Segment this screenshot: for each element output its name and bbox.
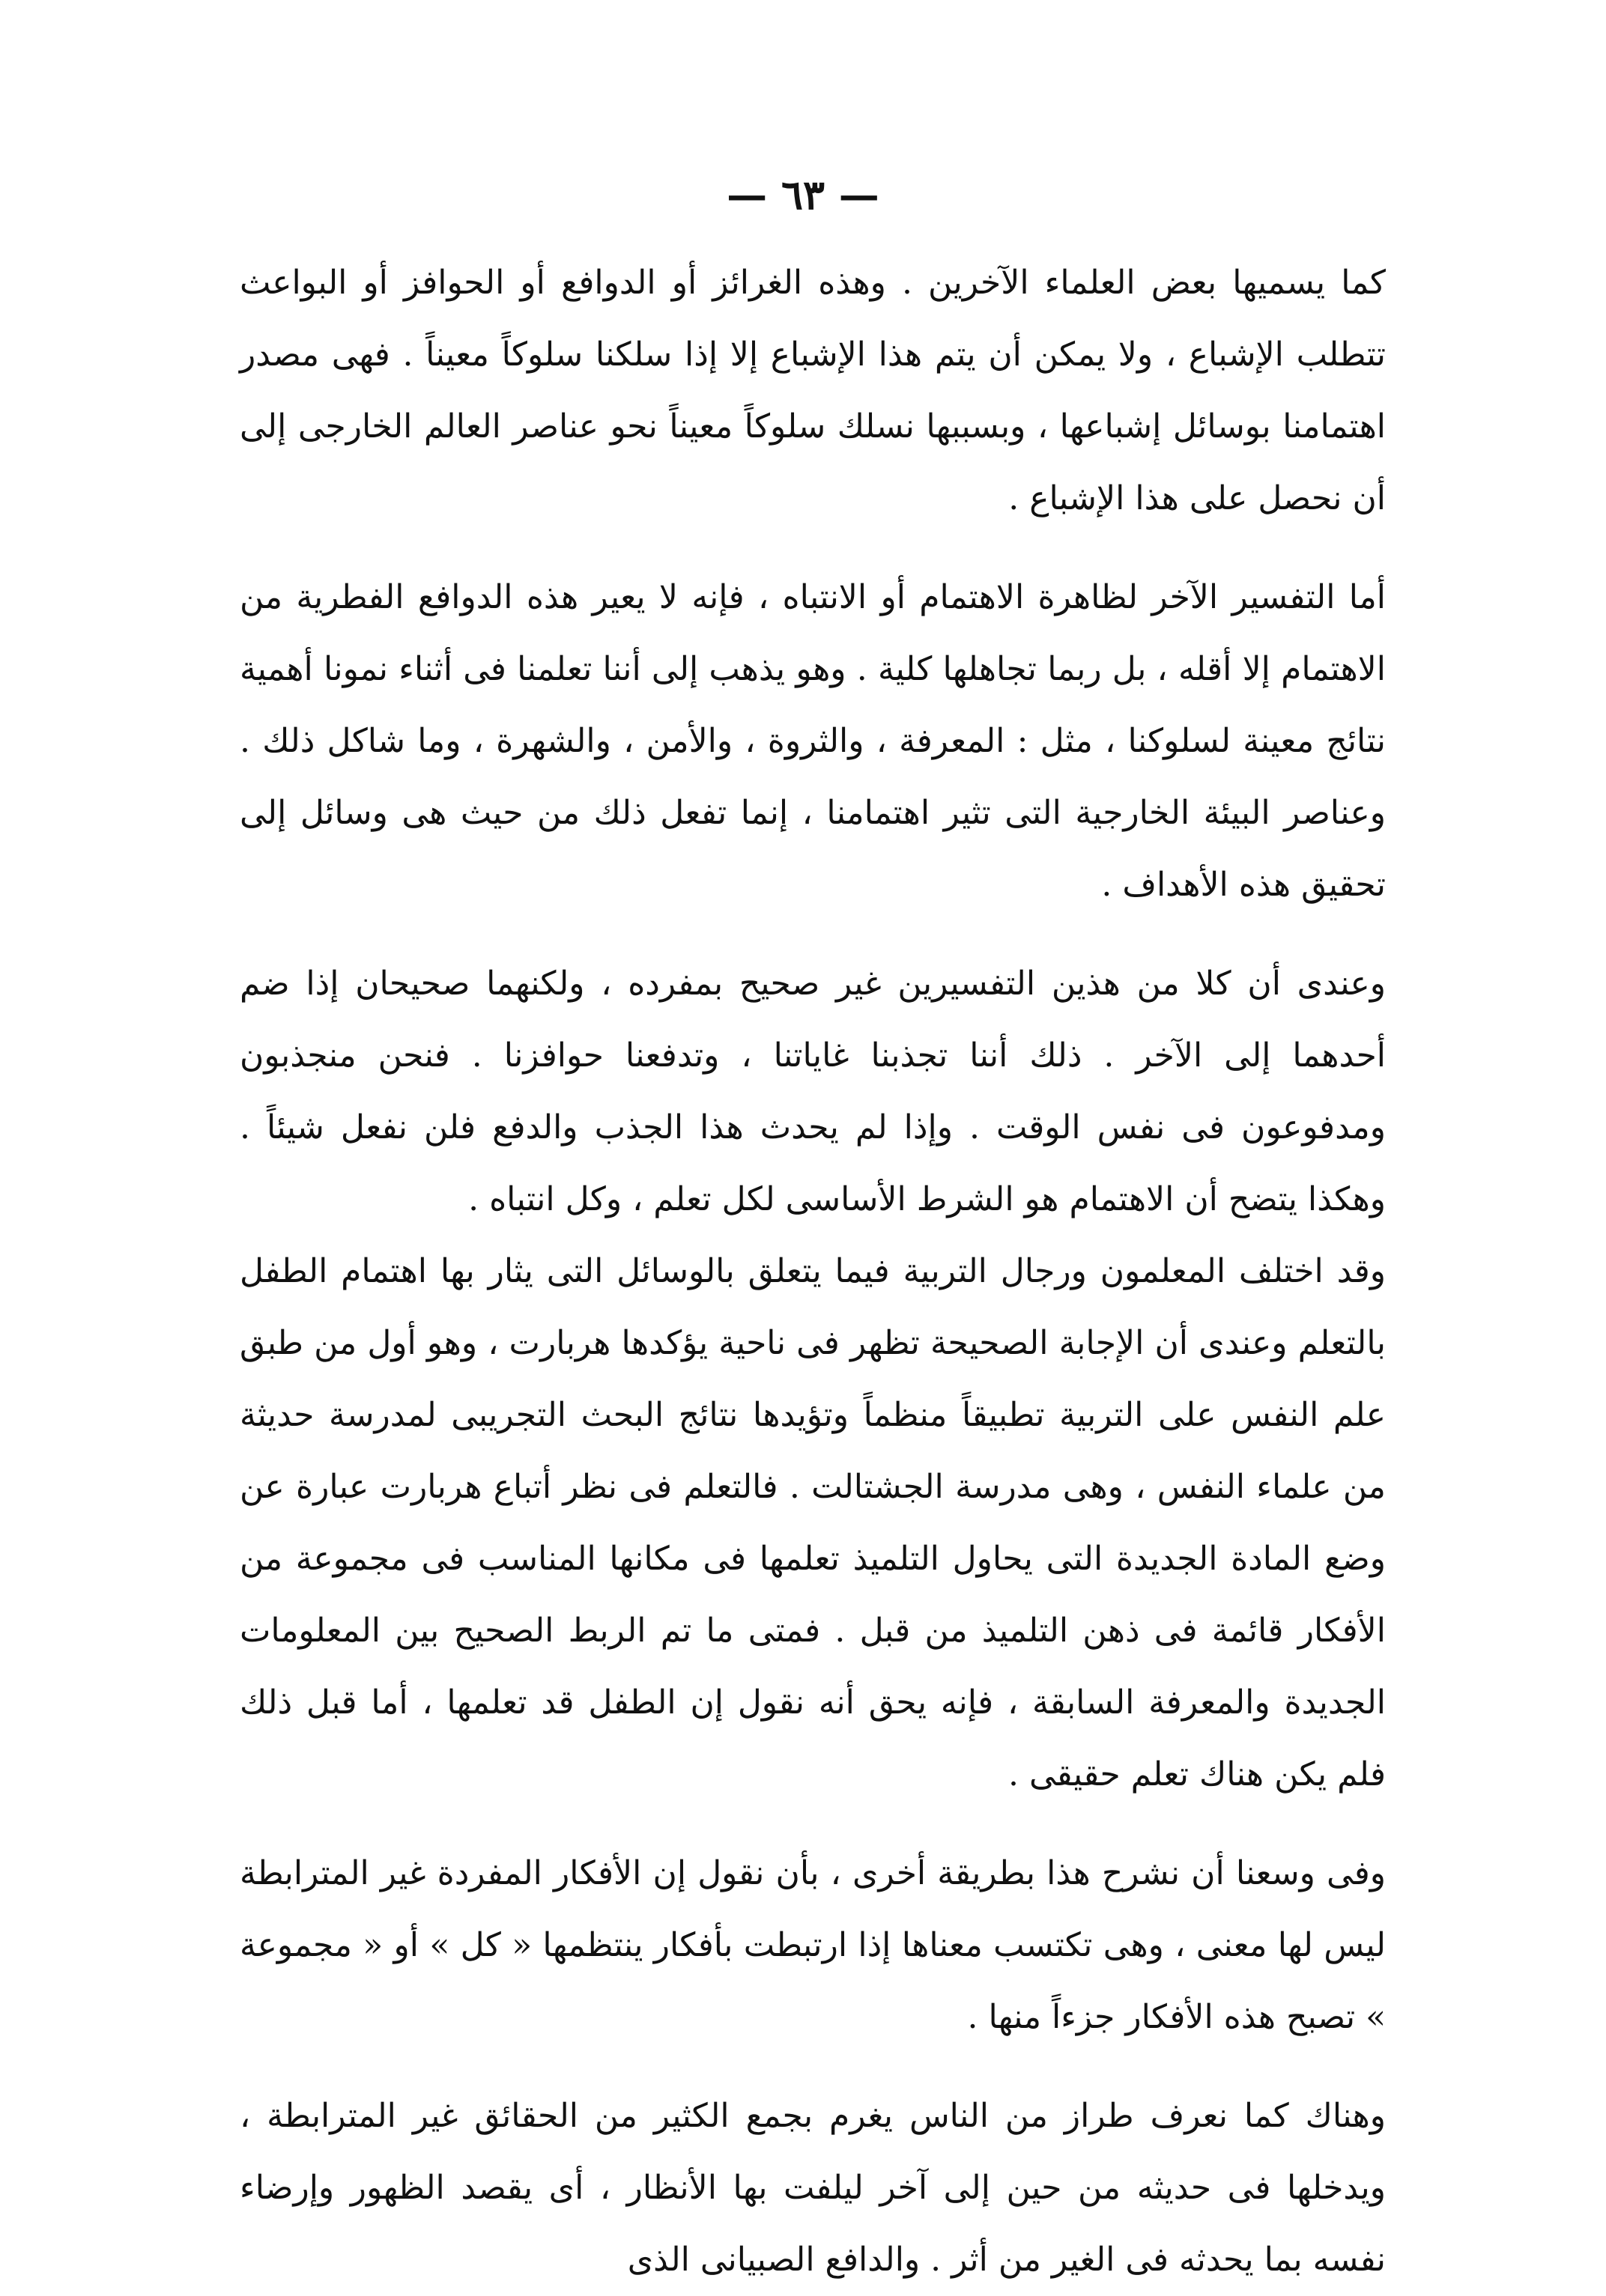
body-text (240, 247, 1386, 2296)
paragraph-6: وهناك كما نعرف طراز من الناس يغرم بجمع الكثير من الحقائق غير المترابطة ، ويدخلها فى حديثه من حين إلى آخر ليلفت بها الأنظار ، أى يقصد الظهور وإرضاء نفسه بما يحدثه فى الغير من أثر . والدافع الصبيانى الذى (240, 2097, 1386, 2279)
paragraph-1: كما يسميها بعض العلماء الآخرين . وهذه الغرائز أو الدوافع أو الحوافز أو البواعث تتطلب الإشباع ، ولا يمكن أن يتم هذا الإشباع إلا إذا سلكنا سلوكاً معيناً . فهى مصدر اهتمامنا بوسائل إشباعها ، وبسببها نسلك سلوكاً معيناً نحو عناصر العالم الخارجى إلى أن نحصل على هذا الإشباع . (240, 264, 1386, 517)
paragraph-4: وقد اختلف المعلمون ورجال التربية فيما يتعلق بالوسائل التى يثار بها اهتمام الطفل بالتعلم وعندى أن الإجابة الصحيحة تظهر فى ناحية يؤكدها هربارت ، وهو أول من طبق علم النفس على التربية تطبيقاً منظماً وتؤيدها نتائج البحث التجريبى لمدرسة حديثة من علماء النفس ، وهى مدرسة الجشتالت . فالتعلم فى نظر أتباع هربارت عبارة عن وضع المادة الجديدة التى يحاول التلميذ تعلمها فى مكانها المناسب فى مجموعة من الأفكار قائمة فى ذهن التلميذ من قبل . فمتى ما تم الربط الصحيح بين المعلومات الجديدة والمعرفة السابقة ، فإنه يحق أنه نقول إن الطفل قد تعلمها ، أما قبل ذلك فلم يكن هناك تعلم حقيقى . (240, 1252, 1386, 1794)
paragraph-3: وعندى أن كلا من هذين التفسيرين غير صحيح بمفرده ، ولكنهما صحيحان إذا ضم أحدهما إلى الآخر . ذلك أننا تجذبنا غاياتنا ، وتدفعنا حوافزنا . فنحن منجذبون ومدفوعون فى نفس الوقت . وإذا لم يحدث هذا الجذب والدفع فلن نفعل شيئاً . وهكذا يتضح أن الاهتمام هو الشرط الأساسى لكل تعلم ، وكل انتباه . (240, 965, 1386, 1218)
paragraph-5: وفى وسعنا أن نشرح هذا بطريقة أخرى ، بأن نقول إن الأفكار المفردة غير المترابطة ليس لها معنى ، وهى تكتسب معناها إذا ارتبطت بأفكار ينتظمها « كل » أو « مجموعة » تصبح هذه الأفكار جزءاً منها . (240, 1854, 1386, 2036)
paragraph-2: أما التفسير الآخر لظاهرة الاهتمام أو الانتباه ، فإنه لا يعير هذه الدوافع الفطرية من الاهتمام إلا أقله ، بل ربما تجاهلها كلية . وهو يذهب إلى أننا تعلمنا فى أثناء نمونا أهمية نتائج معينة لسلوكنا ، مثل : المعرفة ، والثروة ، والأمن ، والشهرة ، وما شاكل ذلك . وعناصر البيئة الخارجية التى تثير اهتمامنا ، إنما تفعل ذلك من حيث هى وسائل إلى تحقيق هذه الأهداف . (240, 578, 1386, 904)
page-number: — ٦٣ — (727, 171, 879, 219)
